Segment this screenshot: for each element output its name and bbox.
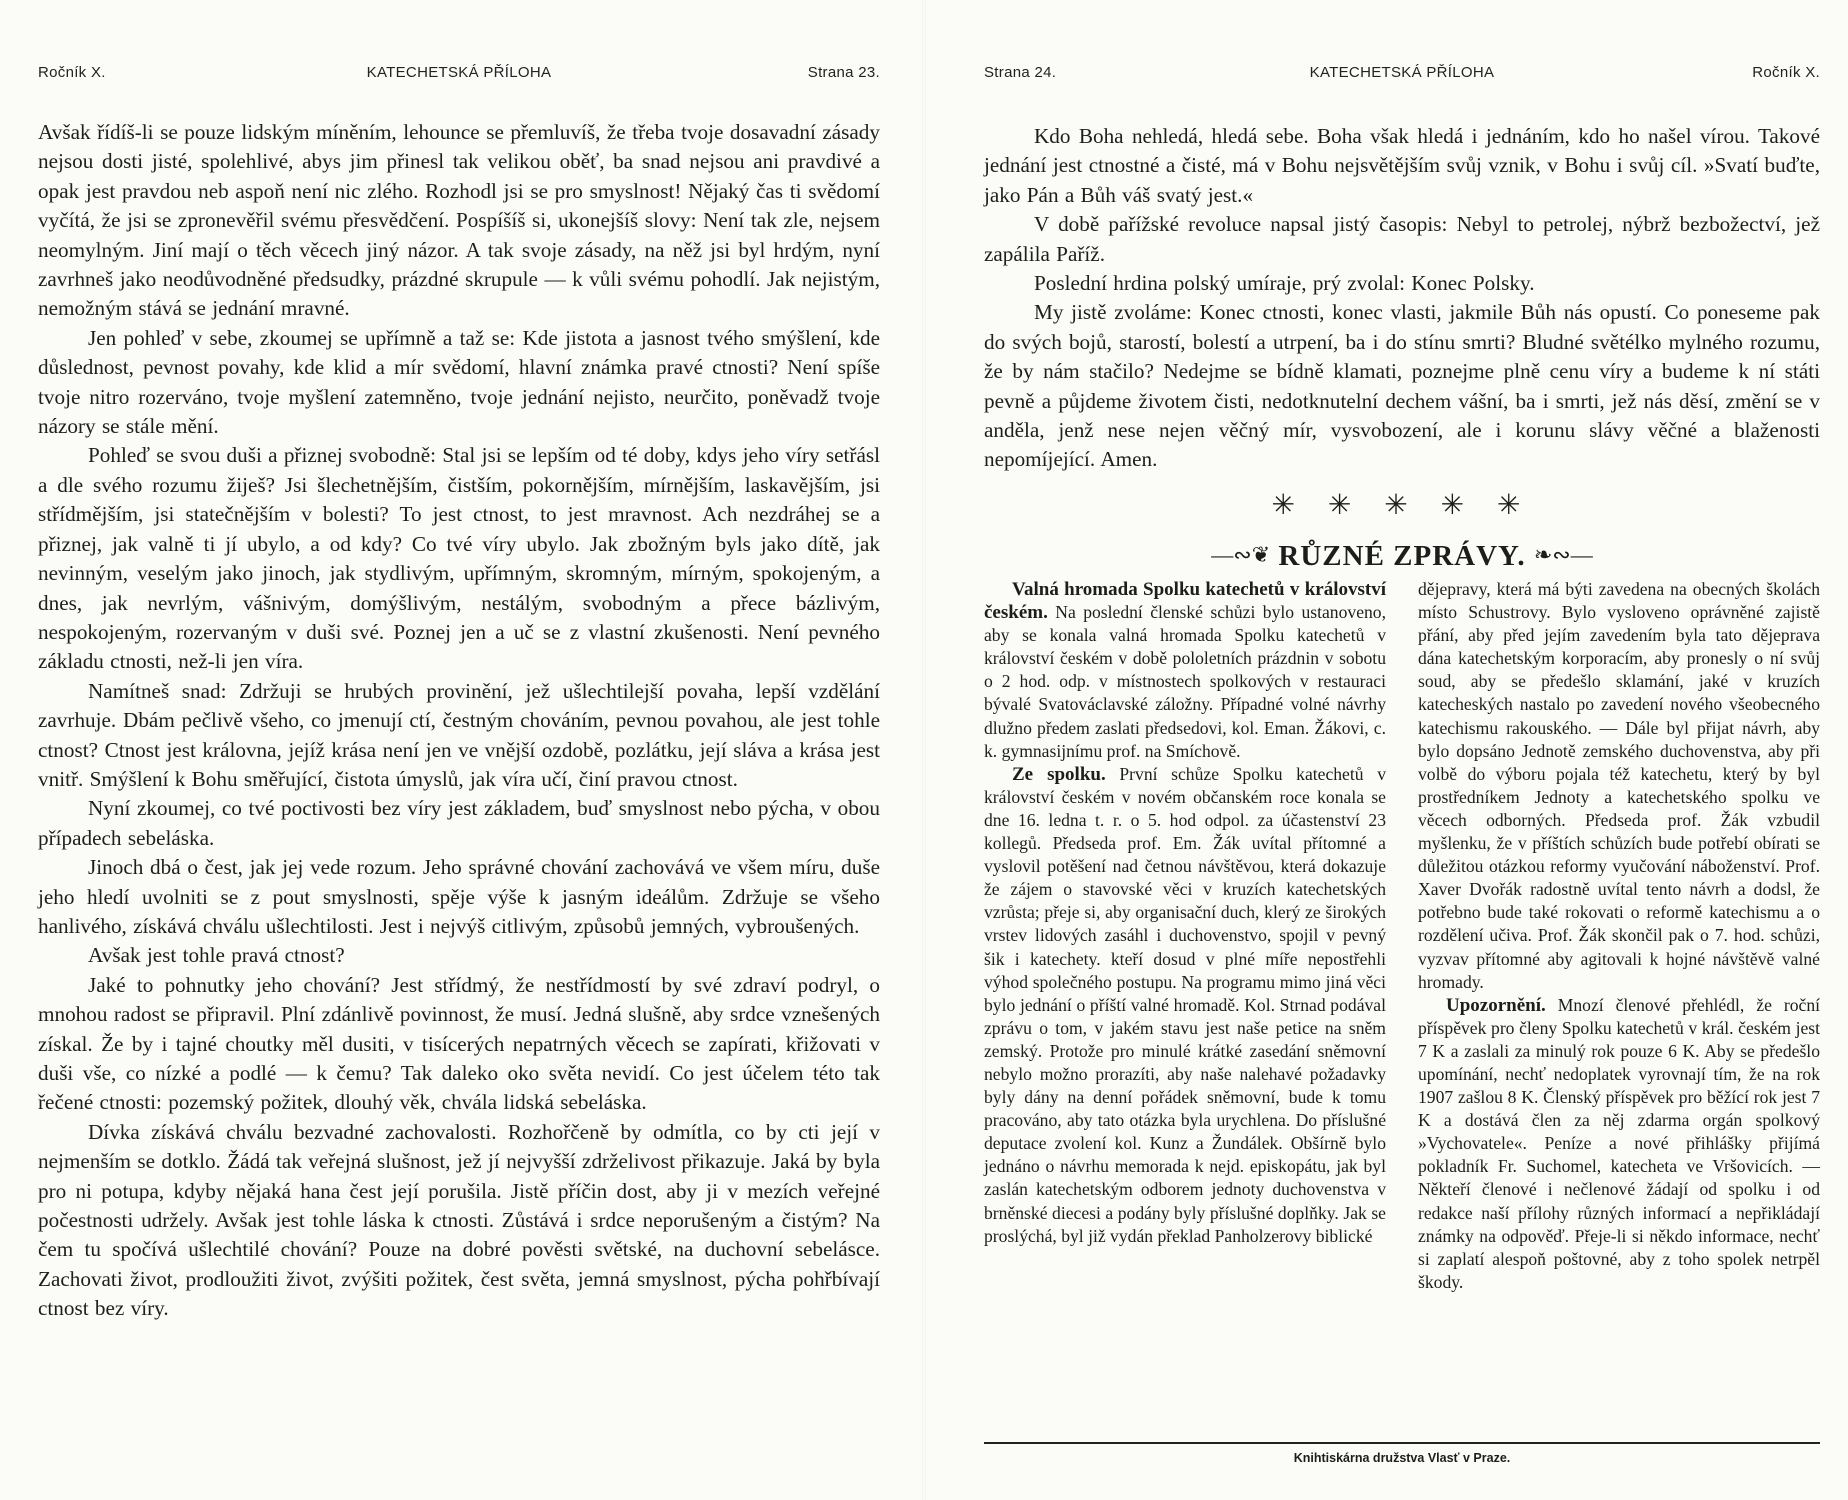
- paragraph: Poslední hrdina polský umíraje, prý zvolal: Konec Polsky.: [1034, 271, 1535, 296]
- paragraph: Kdo Boha nehledá, hledá sebe. Boha však hledá i jednáním, kdo ho našel vírou. Takové jednání jest ctnostné a čisté, má v Bohu nejsvětějším svůj vznik, v Bohu i svůj cíl. »Svatí buďte, jako Pán a Bůh váš svatý jest.«: [984, 124, 1820, 207]
- paragraph: Pohleď se svou duši a přiznej svobodně: Stal jsi se lepším od té doby, kdys jeho víry setřásl a dle svého rozumu žiješ? Jsi šlechetnějším, čistším, pokornějším, mírnějším, laskavějším, jsi střídmějším, jsi statečnějším v bolesti? To jest ctnost, to jest mravnost. Ach nezdráhej se a přiznej, jak valně ti jí ubylo, a od kdy? Co tvé víry ubylo. Jak zbožným byls jako dítě, jak nevinným, veselým jako jinoch, jak stydlivým, upřímným, skromným, mírným, spokojeným, a dnes, jak nevrlým, vášnivým, domýšlivým, nestálým, svobodným a přece bázlivým, nespokojeným, rozervaným v duši své. Poznej jen a uč se z vlastní zkušenosti. Není pevného základu ctnosti, než-li jen víra.: [38, 443, 880, 674]
- news-item-title: Valná hromada Spolku katechetů v království českém.: [984, 579, 1386, 624]
- news-item: [984, 578, 1386, 763]
- paragraph: Namítneš snad: Zdržuji se hrubých provinění, jež ušlechtilejší povaha, lepší vzdělání zavrhuje. Dbám pečlivě všeho, co jmenují ctí, čestným chováním, pevnou povahou, ale jest tohle ctnost? Ctnost jest královna, jejíž krása není jen ve vnější ozdobě, pozlátku, její sláva a krása jest vnitř. Smýšlení k Bohu směřující, čistota úmyslů, jak víra učí, činí pravou ctnost.: [38, 678, 880, 791]
- paragraph: Jaké to pohnutky jeho chování? Jest střídmý, že nestřídmostí by své zdraví podryl, o mnohou radost se připravil. Plní zdánlivě povinnost, že musí. Jedná slušně, aby srdce vznešených získal. Že by i tajné choutky měl dusiti, v tisícerých nepatrných věcech se zapírati, křižovati v duši vše, co nízké a podlé — k čemu? Tak daleko oko světa nevidí. Co jest účelem této tak řečené ctnosti: pozemský požitek, dlouhý věk, chvála lidská sebeláska.: [38, 972, 880, 1115]
- ornament-left-icon: —∾❦: [1211, 542, 1271, 567]
- page-number: Strana 24.: [984, 64, 1057, 81]
- printer-imprint: Knihtiskárna družstva Vlasť v Praze.: [1293, 1451, 1511, 1465]
- section-heading: [984, 540, 1820, 573]
- section-title: RŮZNÉ ZPRÁVY.: [1278, 540, 1526, 572]
- publication-title: KATECHETSKÁ PŘÍLOHA: [1309, 64, 1495, 81]
- page-number: Strana 23.: [807, 64, 880, 81]
- left-body-text: [38, 118, 880, 1324]
- paragraph: Avšak jest tohle pravá ctnost?: [88, 943, 345, 968]
- news-item-text: Na poslední členské schůzi bylo ustanoveno, aby se konala valná hromada Spolku katechetů v království českém v době pololetních prázdnin v sobotu o 2 hod. odp. v místnostech spolkových v restauraci bývalé Svatováclavské záložny. Případné volné návrhy dlužno předem zaslati předsedovi, kol. Eman. Žákovi, c. k. gymnasijnímu prof. na Smíchově.: [984, 602, 1386, 761]
- paragraph: Nyní zkoumej, co tvé poctivosti bez víry jest základem, buď smyslnost nebo pýcha, v obou případech sebeláska.: [38, 796, 880, 850]
- paragraph: Jen pohleď v sebe, zkoumej se upřímně a taž se: Kde jistota a jasnost tvého smýšlení, kde důslednost, pevnost povahy, kde klid a mír svědomí, hlavní známka pravé ctnosti? Není spíše tvoje nitro rozerváno, tvoje myšlení zatemněno, tvoje jednání nejisto, neurčito, poněvadž tvoje názory se stále mění.: [38, 325, 880, 439]
- publication-title: KATECHETSKÁ PŘÍLOHA: [366, 64, 552, 81]
- volume-label: Ročník X.: [38, 64, 106, 81]
- news-column-right: [1418, 578, 1820, 1294]
- paragraph: My jistě zvoláme: Konec ctnosti, konec vlasti, jakmile Bůh nás opustí. Co poneseme pak do svých bojů, starostí, bolestí a utrpení, ba i do stínu smrti? Bludné světélko mylného rozumu, že by nám stačilo? Nedejme se bídně klamati, poznejme plně cenu víry a budeme k ní státi pevně a půjdeme životem čisti, nedotknutelní dechem vášní, ba i smrti, jež nás děsí, změní se v anděla, jenž nese nejen věčný mír, vysvobození, ale i korunu slávy věčné a blaženosti nepomíjející. Amen.: [984, 300, 1820, 472]
- star-divider: ✳ ✳ ✳ ✳ ✳: [1271, 488, 1533, 521]
- news-item-title: Ze spolku.: [1012, 763, 1106, 785]
- right-page: [924, 0, 1848, 1500]
- news-item-continued: dějepravy, která má býti zavedena na obecných školách místo Schustrovy. Bylo vysloveno oprávněné zajistě přání, aby před jejím zavedením byla tato dějeprava dána katechetským korporacím, aby pronesly o ní svůj soud, aby se předešlo sklamání, jaké v kruzích katecheských nastalo po zavedení nového všeobecného katechismu rakouského. — Dále byl přijat návrh, aby bylo dopsáno Jednotě zemského duchovenstva, aby při volbě do výboru pojala též katechetu, který by byl prostředníkem Jednoty a katechetského spolku ve věcech odborných. Předseda prof. Žák vzbudil myšlenku, že v příštích schůzích bude potřebí obírati se důležitou otázkou reformy vyučování náboženství. Prof. Xaver Dvořák radostně uvítal tento návrh a dodsl, že potřebno bude také rokovati o reformě katechismu a o rozdělení učiva. Prof. Žák skončil pak o 7. hod. schůzi, vyzvav přítomné aby agitovali k hojné návštěvě valné hromady.: [1418, 579, 1820, 992]
- news-column-left: [984, 578, 1386, 1248]
- paragraph: Dívka získává chválu bezvadné zachovalosti. Rozhořčeně by odmítla, co by cti její v nejmenším se dotklo. Žádá tak veřejná slušnost, jež jí nejvyšší zdrželivost přikazuje. Jaká by byla pro ni potupa, kdyby nějaká hana čest její porušila. Jistě příčin dost, aby ji v mezích veřejné počestnosti udržely. Avšak jest tohle láska k ctnosti. Zůstává i srdce neporušeným a čistým? Na čem tu spočívá ušlechtilé chování? Pouze na dobré pověsti světské, na duchovní sebelásce. Zachovati život, prodloužiti život, zvýšiti požitek, čest světa, jemná smyslnost, pýcha pohřbívají ctnost bez víry.: [38, 1119, 880, 1321]
- paragraph: Jinoch dbá o čest, jak jej vede rozum. Jeho správné chování zachovává ve všem míru, duše jeho hledí uvolniti se z pout smyslnosti, spěje výše k jasným ideálům. Zdržuje se všeho hanlivého, získává chválu ušlechtilosti. Jest i nejvýš citlivým, způsobů jemných, vybroušených.: [38, 855, 880, 938]
- paragraph: V době pařížské revoluce napsal jistý časopis: Nebyl to petrolej, nýbrž bezbožectví, jež zapálila Paříž.: [984, 212, 1820, 266]
- ornament-right-icon: ❧∾—: [1533, 542, 1593, 567]
- news-section: [984, 578, 1820, 1428]
- left-running-header: [38, 64, 880, 88]
- news-item-text: První schůze Spolku katechetů v království českém v novém občanském roce konala se dne 16. ledna t. r. o 5. hod odpol. za účastenství 23 kollegů. Předseda prof. Em. Žák uvítal přítomné a vyslovil potěšení nad četnou návštěvou, která dokazuje že zájem o stavovské věci v kruzích katechetských vzrůsta; přeje si, aby organisační duch, klerý ze širokých vrstev lidových zasáhl i duchovenstvo, spojil v pevný šik i katechety. kteří dosud v plné míře nepostřehli výhod společného postupu. Na programu mimo jiná věci bylo jednání o příští valné hromadě. Kol. Strnad podával zprávu o tom, v jakém stavu jest naše petice na sněm zemský. Protože pro minulé krátké zasedání sněmovní nebylo možno prorazíti, aby naše nalehavé požadavky byly dány na denní pořádek sněmovní, bude k tomu pracováno, aby tato otázka byla urychlena. Do příslušné deputace zvolení kol. Kunz a Žundálek. Obšírně bylo jednáno o návrhu memorada k nejd. episkopátu, jak byl zaslán katechetským odborem jednoty duchovenstva v brněnské diecesi a podány byly příslušné doplňky. Jak se proslýchá, byl již vydán překlad Panholzerovy biblické: [984, 763, 1386, 1246]
- news-item-title: Upozornění.: [1446, 994, 1546, 1016]
- right-running-header: [984, 64, 1820, 88]
- news-item-text: Mnozí členové přehlédl, že roční příspěvek pro členy Spolku katechetů v král. českém jest 7 K a zaslali za minulý rok pouze 6 K. Aby se předešlo upomínání, nechť nedoplatek vyrovnají tím, že na rok 1907 zašlou 8 K. Členský příspěvek pro běžící rok jest 7 K a dostává člen za něj zdarma orgán spolkový »Vychovatele«. Peníze a nové přihlášky přijímá pokladník Fr. Suchomel, katecheta ve Vršovicích. — Někteří členové i nečlenové žádají od spolku i od redakce naší přílohy různých informací a nepřikládají známky na odpověď. Přeje-li si někdo informace, nechť si zaplatí alespoň poštovné, aby z toho spolek netrpěl škody.: [1418, 994, 1820, 1292]
- news-item: [1418, 994, 1820, 1294]
- news-item: [984, 763, 1386, 1248]
- paragraph: Avšak řídíš-li se pouze lidským míněním, lehounce se přemluvíš, že třeba tvoje dosavadní zásady nejsou dosti jisté, spolehlivé, abys jim přinesl tak velikou oběť, ba snad nejsou ani pravdivé a opak jest pravdou neb aspoň není nic zlého. Rozhodl jsi se pro smyslnost! Nějaký čas ti svědomí vyčítá, že jsi se zpronevěřil svému přesvědčení. Pospíšíš si, ukonejšíš slovy: Není tak zle, nejsem neomylným. Jiní mají o těch věcech jiný názor. A tak svoje zásady, na něž jsi byl hrdým, nyní zavrhneš jako neodůvodněné předsudky, prázdné skrupule — k vůli svému pohodlí. Jak nejistým, nemožným stává se jednání mravné.: [38, 120, 880, 321]
- volume-label: Ročník X.: [1752, 64, 1820, 81]
- right-body-text: [984, 122, 1820, 475]
- footer-rule: [984, 1442, 1820, 1444]
